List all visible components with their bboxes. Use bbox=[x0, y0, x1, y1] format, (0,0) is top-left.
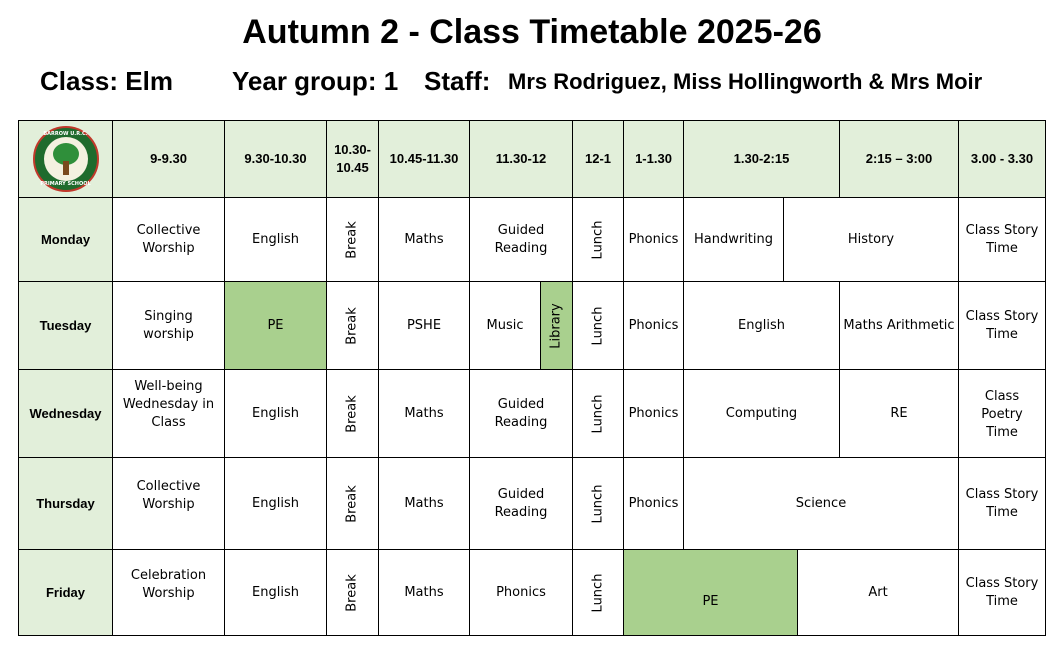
lesson-cell: English bbox=[683, 281, 840, 370]
lesson-cell: Class Poetry Time bbox=[958, 369, 1046, 458]
break-cell bbox=[326, 549, 379, 636]
time-header: 9-9.30 bbox=[112, 120, 225, 198]
break-cell bbox=[326, 457, 379, 550]
break-cell bbox=[326, 197, 379, 282]
lesson-cell: English bbox=[224, 197, 327, 282]
break-label: Break bbox=[344, 220, 360, 259]
staff-names: Mrs Rodriguez, Miss Hollingworth & Mrs Moir bbox=[508, 69, 983, 94]
school-logo-icon bbox=[33, 126, 99, 192]
time-header: 2:15 – 3:00 bbox=[839, 120, 959, 198]
break-label: Break bbox=[344, 394, 360, 433]
lesson-cell: Class Story Time bbox=[958, 281, 1046, 370]
lunch-label: Lunch bbox=[590, 306, 606, 345]
lesson-cell: Maths bbox=[378, 457, 470, 550]
lesson-cell: Maths bbox=[378, 549, 470, 636]
time-header: 10.30-10.45 bbox=[326, 120, 379, 198]
lesson-cell: Maths bbox=[378, 369, 470, 458]
lesson-cell: PE bbox=[623, 549, 798, 636]
lesson-cell: Computing bbox=[683, 369, 840, 458]
lesson-cell: Phonics bbox=[469, 549, 573, 636]
day-label-wednesday: Wednesday bbox=[18, 369, 113, 458]
lunch-cell bbox=[572, 549, 624, 636]
logo-cell bbox=[18, 120, 113, 198]
lesson-cell: English bbox=[224, 457, 327, 550]
lunch-label: Lunch bbox=[590, 484, 606, 523]
lesson-cell: Singing worship bbox=[112, 281, 225, 370]
lunch-cell bbox=[572, 369, 624, 458]
time-header: 9.30-10.30 bbox=[224, 120, 327, 198]
logo-top-text: BARROW U.R.C. bbox=[43, 131, 88, 137]
lunch-cell bbox=[572, 281, 624, 370]
lesson-cell: Maths Arithmetic bbox=[839, 281, 959, 370]
lesson-cell: English bbox=[224, 549, 327, 636]
time-header: 10.45-11.30 bbox=[378, 120, 470, 198]
lesson-cell: Guided Reading bbox=[469, 457, 573, 550]
break-cell bbox=[326, 369, 379, 458]
lesson-cell: Handwriting bbox=[683, 197, 784, 282]
lunch-cell bbox=[572, 457, 624, 550]
lesson-cell: Guided Reading bbox=[469, 197, 573, 282]
lunch-label: Lunch bbox=[590, 394, 606, 433]
logo-bottom-text: PRIMARY SCHOOL bbox=[40, 181, 91, 187]
day-label-friday: Friday bbox=[18, 549, 113, 636]
lesson-cell: Phonics bbox=[623, 281, 684, 370]
staff-label: Staff: bbox=[424, 66, 491, 96]
day-label-tuesday: Tuesday bbox=[18, 281, 113, 370]
lesson-cell: RE bbox=[839, 369, 959, 458]
break-label: Break bbox=[344, 484, 360, 523]
lesson-cell: Class Story Time bbox=[958, 457, 1046, 550]
year-group-label: Year group: 1 bbox=[232, 66, 399, 96]
time-header: 1.30-2:15 bbox=[683, 120, 840, 198]
lesson-cell: English bbox=[224, 369, 327, 458]
time-header: 12-1 bbox=[572, 120, 624, 198]
day-label-monday: Monday bbox=[18, 197, 113, 282]
tree-icon bbox=[44, 137, 88, 181]
lesson-cell: Art bbox=[797, 549, 959, 636]
break-cell bbox=[326, 281, 379, 370]
lesson-cell: Music bbox=[469, 281, 541, 370]
library-label: Library bbox=[548, 302, 564, 349]
break-label: Break bbox=[344, 573, 360, 612]
lesson-cell: Guided Reading bbox=[469, 369, 573, 458]
lesson-cell: Maths bbox=[378, 197, 470, 282]
class-label: Class: Elm bbox=[40, 66, 173, 96]
lesson-cell: Well-being Wednesday in Class bbox=[112, 369, 225, 458]
day-label-thursday: Thursday bbox=[18, 457, 113, 550]
lesson-cell: History bbox=[783, 197, 959, 282]
lesson-cell: Class Story Time bbox=[958, 549, 1046, 636]
lesson-cell: Collective Worship bbox=[112, 197, 225, 282]
lunch-label: Lunch bbox=[590, 573, 606, 612]
lesson-cell: Phonics bbox=[623, 457, 684, 550]
lesson-cell: Phonics bbox=[623, 197, 684, 282]
lunch-cell bbox=[572, 197, 624, 282]
break-label: Break bbox=[344, 306, 360, 345]
library-cell bbox=[540, 281, 573, 370]
time-header: 3.00 - 3.30 bbox=[958, 120, 1046, 198]
lesson-cell: Science bbox=[683, 457, 959, 550]
lesson-cell: PE bbox=[224, 281, 327, 370]
lesson-cell: Celebration Worship bbox=[112, 549, 225, 636]
lesson-cell: Class Story Time bbox=[958, 197, 1046, 282]
lunch-label: Lunch bbox=[590, 220, 606, 259]
lesson-cell: PSHE bbox=[378, 281, 470, 370]
time-header: 11.30-12 bbox=[469, 120, 573, 198]
page-title: Autumn 2 - Class Timetable 2025-26 bbox=[242, 13, 822, 51]
lesson-cell: Phonics bbox=[623, 369, 684, 458]
time-header: 1-1.30 bbox=[623, 120, 684, 198]
lesson-cell: Collective Worship bbox=[112, 457, 225, 550]
